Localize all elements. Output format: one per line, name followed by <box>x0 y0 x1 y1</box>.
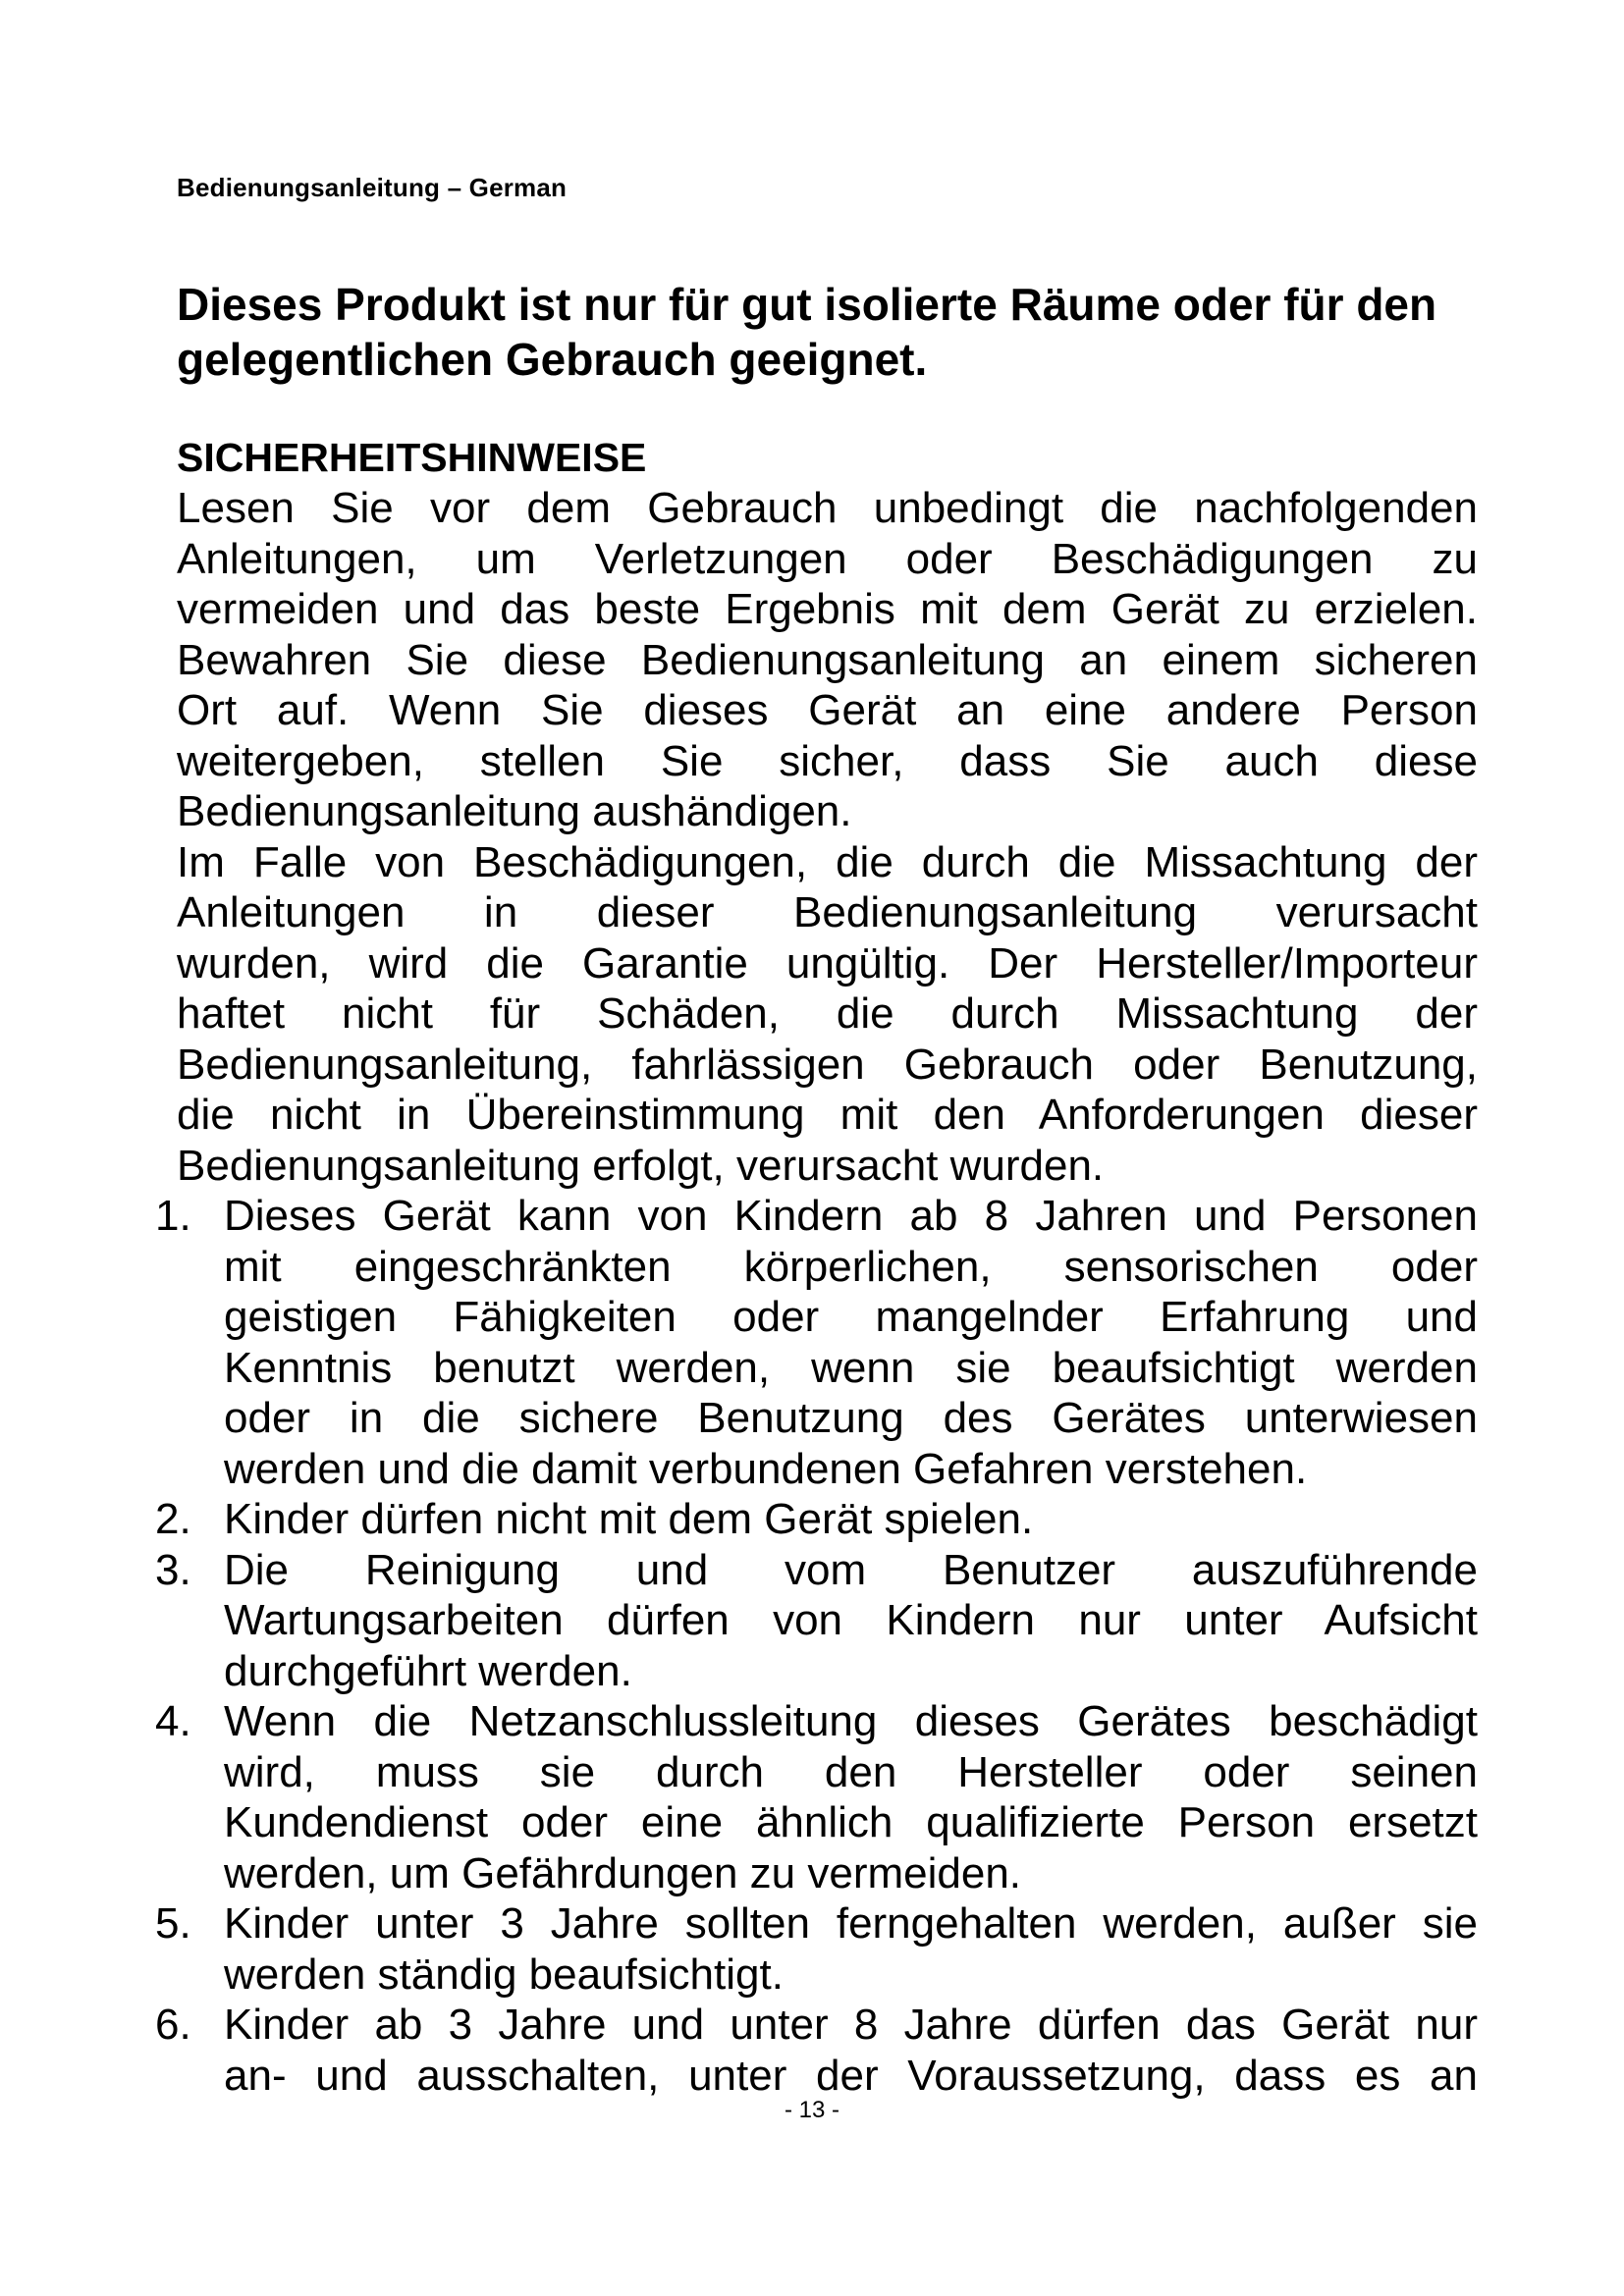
text-line: oder in die sichere Benutzung des Gerätes unterwiesen <box>224 1394 1478 1442</box>
safety-instructions-body <box>155 483 1478 2101</box>
list-item <box>155 2000 1478 2101</box>
text-line: vermeiden und das beste Ergebnis mit dem Gerät zu erzielen. <box>177 585 1478 633</box>
text-line: durchgeführt werden. <box>224 1646 632 1695</box>
text-line: geistigen Fähigkeiten oder mangelnder Erfahrung und <box>224 1293 1478 1341</box>
text-line: Kinder unter 3 Jahre sollten ferngehalten werden, außer sie <box>224 1899 1478 1948</box>
list-item <box>155 1696 1478 1898</box>
list-item <box>155 1898 1478 2000</box>
text-line: mit eingeschränkten körperlichen, sensorischen oder <box>224 1242 1478 1291</box>
list-item <box>155 1494 1478 1545</box>
list-item-text <box>224 1696 1478 1898</box>
list-item-text <box>224 1494 1478 1545</box>
list-item-number: 4. <box>155 1697 191 1745</box>
list-item-number: 1. <box>155 1192 191 1240</box>
product-notice-line: Dieses Produkt ist nur für gut isolierte Räume oder für den <box>177 279 1437 330</box>
list-item-number: 3. <box>155 1545 191 1594</box>
safety-list <box>155 1191 1478 2101</box>
text-line: Dieses Gerät kann von Kindern ab 8 Jahren und Personen <box>224 1192 1478 1240</box>
text-line: Wenn die Netzanschlussleitung dieses Gerätes beschädigt <box>224 1697 1478 1745</box>
text-line: Die Reinigung und vom Benutzer auszuführende <box>224 1545 1478 1594</box>
page-number: - 13 - <box>784 2097 839 2123</box>
product-notice-line: gelegentlichen Gebrauch geeignet. <box>177 334 928 385</box>
text-line: Kinder dürfen nicht mit dem Gerät spielen. <box>224 1495 1034 1543</box>
text-line: Bewahren Sie diese Bedienungsanleitung an einem sicheren <box>177 635 1478 684</box>
text-line: Bedienungsanleitung erfolgt, verursacht wurden. <box>177 1141 1105 1190</box>
intro-paragraph-1 <box>177 483 1478 837</box>
text-line: Bedienungsanleitung, fahrlässigen Gebrauch oder Benutzung, <box>177 1040 1478 1089</box>
list-item-number: 2. <box>155 1495 191 1543</box>
list-item <box>155 1191 1478 1494</box>
list-item-text <box>224 1545 1478 1697</box>
list-item-text <box>224 1191 1478 1494</box>
text-line: die nicht in Übereinstimmung mit den Anforderungen dieser <box>177 1091 1478 1139</box>
section-title: SICHERHEITSHINWEISE <box>177 435 647 480</box>
list-item-text <box>224 2000 1478 2101</box>
intro-paragraph-2 <box>177 837 1478 1192</box>
list-item-text <box>224 1898 1478 2000</box>
text-line: Ort auf. Wenn Sie dieses Gerät an eine andere Person <box>177 686 1478 734</box>
text-line: Bedienungsanleitung aushändigen. <box>177 787 852 835</box>
text-line: Kenntnis benutzt werden, wenn sie beaufsichtigt werden <box>224 1343 1478 1392</box>
text-line: werden, um Gefährdungen zu vermeiden. <box>224 1848 1022 1897</box>
text-line: Anleitungen in dieser Bedienungsanleitung verursacht <box>177 888 1478 936</box>
text-line: Kinder ab 3 Jahre und unter 8 Jahre dürfen das Gerät nur <box>224 2001 1478 2049</box>
list-item-number: 6. <box>155 2001 191 2049</box>
text-line: Im Falle von Beschädigungen, die durch die Missachtung der <box>177 837 1478 886</box>
running-header: Bedienungsanleitung – German <box>177 173 568 202</box>
text-line: Kundendienst oder eine ähnlich qualifizierte Person ersetzt <box>224 1798 1478 1846</box>
list-item <box>155 1545 1478 1697</box>
text-line: Lesen Sie vor dem Gebrauch unbedingt die nachfolgenden <box>177 484 1478 532</box>
text-line: an- und ausschalten, unter der Voraussetzung, dass es an <box>224 2051 1478 2100</box>
text-line: werden und die damit verbundenen Gefahren verstehen. <box>224 1444 1308 1493</box>
text-line: weitergeben, stellen Sie sicher, dass Sie auch diese <box>177 736 1478 785</box>
text-line: Wartungsarbeiten dürfen von Kindern nur unter Aufsicht <box>224 1596 1478 1644</box>
product-notice <box>177 277 1453 387</box>
text-line: Anleitungen, um Verletzungen oder Beschädigungen zu <box>177 534 1478 583</box>
text-line: werden ständig beaufsichtigt. <box>224 1949 784 1999</box>
list-item-number: 5. <box>155 1899 191 1948</box>
text-line: wurden, wird die Garantie ungültig. Der Hersteller/Importeur <box>177 938 1478 988</box>
text-line: haftet nicht für Schäden, die durch Missachtung der <box>177 989 1478 1038</box>
text-line: wird, muss sie durch den Hersteller oder seinen <box>224 1747 1478 1796</box>
